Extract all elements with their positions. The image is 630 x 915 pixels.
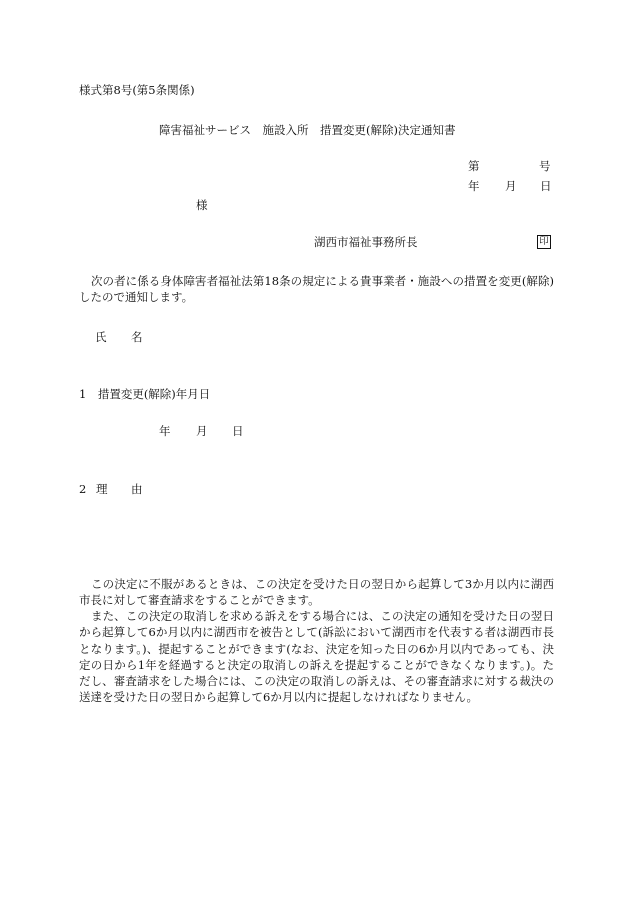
number-suffix: 号 bbox=[539, 159, 551, 173]
date-day: 日 bbox=[540, 179, 552, 193]
name-label-first: 氏 bbox=[95, 330, 107, 344]
lawsuit-notice-paragraph: また、この決定の取消しを求める訴えをする場合には、この決定の通知を受けた日の翌日から起算して6か月以内に湖西市を被告として(訴訟において湖西市を代表する者は湖西市長となります。)、提起することができます(なお、決定を知った日の6か月以内であっても、決定の日から1年を経過すると決定の取消しの訴えを提起することができなくなります。)。ただし、審査請求をした場合には、この決定の取消しの訴えは、その審査請求に対する裁決の送達を受けた日の翌日から起算して6か月以内に提起しなければなりません。 bbox=[79, 609, 554, 705]
date-year: 年 bbox=[468, 179, 480, 193]
addressee-suffix: 様 bbox=[196, 198, 208, 212]
item1-year: 年 bbox=[159, 424, 171, 438]
item1-month: 月 bbox=[196, 424, 208, 438]
form-number: 様式第8号(第5条関係) bbox=[79, 83, 195, 97]
date-month: 月 bbox=[505, 179, 517, 193]
item2-second: 由 bbox=[131, 482, 143, 496]
item2-number: 2 bbox=[79, 482, 87, 496]
number-prefix: 第 bbox=[468, 159, 480, 173]
seal-mark: 印 bbox=[537, 235, 551, 249]
intro-paragraph: 次の者に係る身体障害者福祉法第18条の規定による貴事業者・施設への措置を変更(解除)したので通知します。 bbox=[79, 274, 554, 305]
document-title: 障害福祉サービス 施設入所 措置変更(解除)決定通知書 bbox=[159, 123, 456, 137]
name-label-second: 名 bbox=[131, 330, 143, 344]
item2-first: 理 bbox=[96, 482, 108, 496]
appeal-notice-paragraph: この決定に不服があるときは、この決定を受けた日の翌日から起算して3か月以内に湖西市長に対して審査請求をすることができます。 bbox=[79, 577, 554, 608]
item1-day: 日 bbox=[232, 424, 244, 438]
item1-label: 1 措置変更(解除)年月日 bbox=[79, 387, 211, 401]
issuer: 湖西市福祉事務所長 bbox=[314, 235, 418, 249]
